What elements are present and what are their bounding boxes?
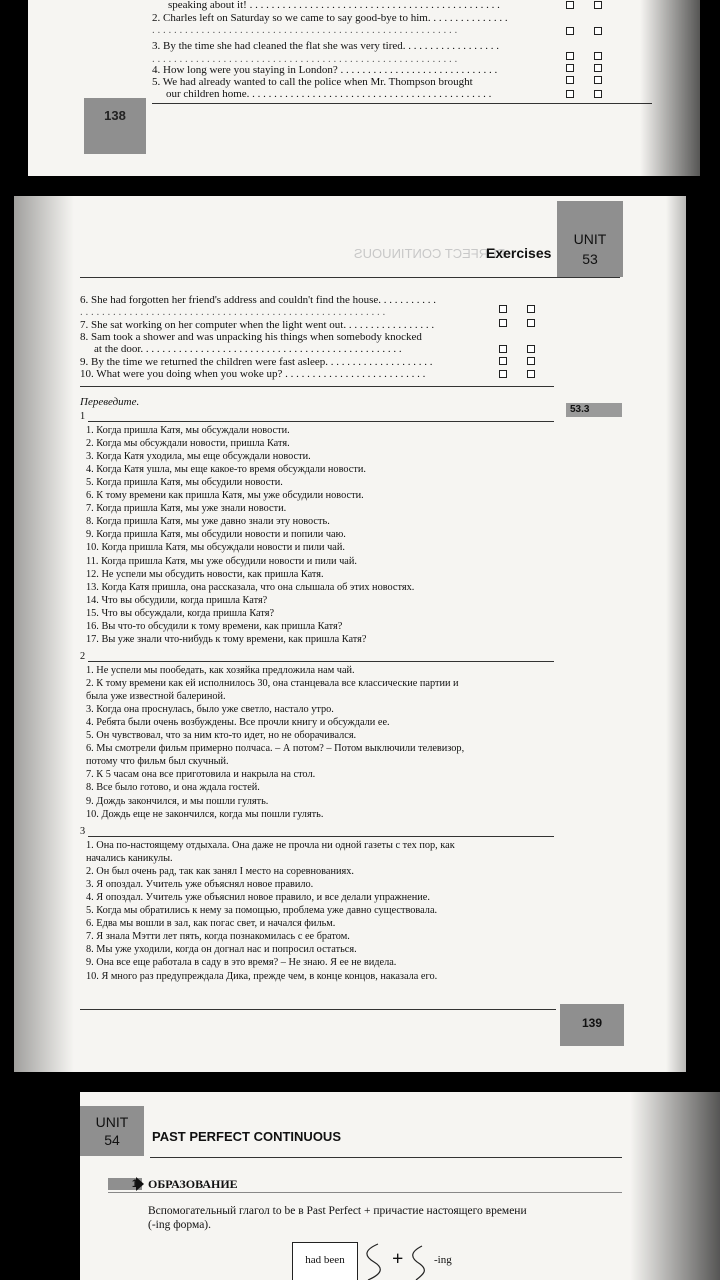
translation-sentence: 8. Когда пришла Катя, мы уже давно знали эту новость.	[86, 516, 330, 528]
mirrored-show-through-header: PERFECT CONTINUOUS	[354, 246, 506, 261]
exercise-row: our children home. . . . . . . . . . . . . . . . . . . . . . . . . . . . . . . . . . . . . . . . . . . . .	[166, 88, 492, 100]
checkbox[interactable]	[499, 357, 507, 365]
checkbox[interactable]	[527, 345, 535, 353]
reference-badge	[566, 403, 622, 417]
translation-sentence: потому что фильм был скучный.	[86, 756, 229, 768]
section-title: ОБРАЗОВАНИЕ	[148, 1177, 238, 1191]
formula-auxiliary: had been	[305, 1254, 345, 1266]
page-unit-54-fragment	[80, 1092, 720, 1280]
translation-sentence: 8. Все было готово, и она ждала гостей.	[86, 782, 260, 794]
translation-sentence: 4. Я опоздал. Учитель уже объяснил новое правило, и все делали упражнение.	[86, 892, 430, 904]
unit-label: UNIT	[95, 1114, 129, 1130]
translation-sentence: 5. Когда мы обратились к нему за помощью, проблема уже давно существовала.	[86, 905, 438, 917]
translation-sentence: 7. Я знала Мэтти лет пять, когда познакомилась с ее братом.	[86, 931, 350, 943]
section-arrow-icon	[136, 1177, 144, 1191]
translation-sentence: 13. Когда Катя пришла, она рассказала, что она слышала об этих новостях.	[86, 581, 415, 593]
true-false-boxes	[566, 64, 602, 72]
footer-rule	[152, 103, 652, 104]
exercise-row: at the door. . . . . . . . . . . . . . . . . . . . . . . . . . . . . . . . . . . . . . . . . . . . . . . .	[94, 343, 402, 355]
translation-sentence: 8. Мы уже уходили, когда он догнал нас и попросил остаться.	[86, 944, 357, 956]
true-false-boxes	[566, 1, 602, 9]
header-rule	[80, 277, 620, 278]
true-false-boxes	[499, 370, 535, 378]
translation-sentence: 10. Дождь еще не закончился, когда мы пошли гулять.	[86, 808, 324, 820]
footer-rule	[80, 1009, 556, 1010]
checkbox[interactable]	[527, 305, 535, 313]
page-number-tab	[84, 98, 146, 154]
exercise-row: 8. Sam took a shower and was unpacking his things when somebody knocked	[80, 331, 422, 343]
group-rule	[88, 421, 554, 422]
exercise-row: 7. She sat working on her computer when the light went out. . . . . . . . . . . . . . . . .	[80, 319, 435, 331]
checkbox[interactable]	[566, 76, 574, 84]
checkbox[interactable]	[594, 76, 602, 84]
reference-badge-label: 53.3	[570, 404, 590, 415]
true-false-boxes	[566, 27, 602, 35]
section-title: Exercises	[486, 245, 552, 261]
unit-number: 53	[582, 251, 598, 267]
translation-sentence: 4. Когда Катя ушла, мы еще какое-то время обсуждали новости.	[86, 464, 366, 476]
dotted-leader: . . . . . . . . . . . . . . . . . . . . . . . . . . . . . . . . . . . . . . . . . . . . . . . . . . . . . . . .	[152, 24, 458, 36]
group-number: 2	[80, 651, 86, 662]
exercise-row: 4. How long were you staying in London? . . . . . . . . . . . . . . . . . . . . . . . . . . . . .	[152, 64, 498, 76]
translation-sentence: 2. К тому времени как ей исполнилось 30, она станцевала все классические партии и	[86, 678, 459, 690]
exercise-row: 5. We had already wanted to call the police when Mr. Thompson brought	[152, 76, 473, 88]
checkbox[interactable]	[527, 357, 535, 365]
group-number: 1	[80, 411, 86, 422]
true-false-boxes	[499, 305, 535, 313]
page-number: 139	[581, 1016, 603, 1030]
true-false-boxes	[566, 76, 602, 84]
checkbox[interactable]	[566, 64, 574, 72]
translation-sentence: 3. Когда Катя уходила, мы еще обсуждали новости.	[86, 451, 311, 463]
exercise-row: speaking about it! . . . . . . . . . . . . . . . . . . . . . . . . . . . . . . . . . . . . . . . . . . . . . .	[168, 0, 500, 11]
unit-number: 54	[104, 1132, 120, 1148]
page-number-tab	[560, 1004, 624, 1046]
unit-title: PAST PERFECT CONTINUOUS	[152, 1129, 341, 1144]
translation-sentence: 6. Мы смотрели фильм примерно полчаса. – А потом? – Потом выключили телевизор,	[86, 743, 465, 755]
bracket-shape	[367, 1244, 380, 1280]
group-number: 3	[80, 826, 86, 837]
group-rule	[88, 661, 554, 662]
true-false-boxes	[499, 357, 535, 365]
section-rule	[108, 1192, 622, 1193]
title-rule	[150, 1157, 622, 1158]
translate-heading: Переведите.	[80, 396, 140, 408]
translation-sentence: 2. Он был очень рад, так как занял I место на соревнованиях.	[86, 866, 354, 878]
checkbox[interactable]	[499, 319, 507, 327]
checkbox[interactable]	[594, 90, 602, 98]
checkbox[interactable]	[594, 64, 602, 72]
checkbox[interactable]	[594, 1, 602, 9]
checkbox[interactable]	[594, 27, 602, 35]
translation-sentence: 4. Ребята были очень возбуждены. Все прочли книгу и обсуждали ее.	[86, 717, 390, 729]
translation-sentence: 5. Он чувствовал, что за ним кто-то идет, но не оборачивался.	[86, 730, 357, 742]
translation-sentence: 7. Когда пришла Катя, мы уже знали новости.	[86, 503, 287, 515]
formula-ing: -ing	[434, 1254, 452, 1266]
description-line: Вспомогательный глагол to be в Past Perfect + причастие настоящего времени	[148, 1205, 527, 1217]
translation-sentence: 3. Когда она проснулась, было уже светло, настало утро.	[86, 704, 334, 716]
true-false-boxes	[499, 345, 535, 353]
dotted-leader: . . . . . . . . . . . . . . . . . . . . . . . . . . . . . . . . . . . . . . . . . . . . . . . . . . . . . . . .	[152, 53, 458, 65]
checkbox[interactable]	[499, 345, 507, 353]
translation-sentence: 17. Вы уже знали что-нибудь к тому времени, как пришла Катя?	[86, 633, 367, 645]
translation-sentence: 15. Что вы обсуждали, когда пришла Катя?	[86, 607, 275, 619]
true-false-boxes	[499, 319, 535, 327]
translation-sentence: 9. Дождь закончился, и мы пошли гулять.	[86, 795, 269, 807]
formula-plus: +	[392, 1248, 404, 1270]
checkbox[interactable]	[527, 319, 535, 327]
translation-sentence: 12. Не успели мы обсудить новости, как пришла Катя.	[86, 568, 324, 580]
page-138-fragment	[28, 0, 700, 176]
translation-sentence: 10. Когда пришла Катя, мы обсуждали новости и пили чай.	[86, 542, 345, 554]
exercise-row: 9. By the time we returned the children were fast asleep. . . . . . . . . . . . . . . . . . . .	[80, 356, 433, 368]
formula-box	[292, 1242, 358, 1280]
true-false-boxes	[566, 90, 602, 98]
group-rule	[88, 836, 554, 837]
translation-sentence: 16. Вы что-то обсудили к тому времени, как пришла Катя?	[86, 620, 343, 632]
binding-shadow	[14, 196, 74, 1072]
translation-sentence: 9. Она все еще работала в саду в это время? – Не знаю. Я ее не видела.	[86, 957, 397, 969]
translation-sentence: 5. Когда пришла Катя, мы обсудили новости.	[86, 477, 283, 489]
checkbox[interactable]	[594, 52, 602, 60]
unit-tab	[557, 201, 623, 277]
page-139	[14, 196, 686, 1072]
translation-sentence: была уже известной балериной.	[86, 691, 226, 703]
translation-sentence: 2. Когда мы обсуждали новости, пришла Катя.	[86, 438, 290, 450]
checkbox[interactable]	[566, 52, 574, 60]
checkbox[interactable]	[499, 305, 507, 313]
translation-sentence: 14. Что вы обсудили, когда пришла Катя?	[86, 594, 268, 606]
translation-sentence: 6. К тому времени как пришла Катя, мы уже обсудили новости.	[86, 490, 364, 502]
translation-sentence: 1. Не успели мы пообедать, как хозяйка предложила нам чай.	[86, 665, 355, 676]
dotted-leader: . . . . . . . . . . . . . . . . . . . . . . . . . . . . . . . . . . . . . . . . . . . . . . . . . . . . . . . .	[80, 306, 386, 318]
description-line: (-ing форма).	[148, 1219, 212, 1231]
translation-sentence: 1. Она по-настоящему отдыхала. Она даже не прочла ни одной газеты с тех пор, как	[86, 840, 455, 851]
translation-sentence: 10. Я много раз предупреждала Дика, прежде чем, в конце концов, наказала его.	[86, 970, 438, 982]
translation-sentence: начались каникулы.	[86, 853, 173, 865]
translation-sentence: 6. Едва мы вошли в зал, как погас свет, и начался фильм.	[86, 918, 336, 930]
unit-tab	[80, 1106, 144, 1156]
section-rule	[80, 386, 554, 387]
formula-bracket-icon	[362, 1242, 472, 1280]
translation-sentence: 9. Когда пришла Катя, мы обсудили новости и попили чаю.	[86, 529, 346, 541]
checkbox[interactable]	[527, 370, 535, 378]
bracket-shape	[413, 1246, 425, 1280]
exercise-row: 2. Charles left on Saturday so we came to say good-bye to him. . . . . . . . . . . . . . .	[152, 12, 508, 24]
binding-shadow	[640, 0, 700, 176]
translation-sentence: 1. Когда пришла Катя, мы обсуждали новости.	[86, 425, 290, 436]
translation-sentence: 7. К 5 часам она все приготовила и накрыла на стол.	[86, 769, 316, 781]
checkbox[interactable]	[566, 90, 574, 98]
section-number: 1	[131, 1178, 138, 1190]
translation-sentence: 3. Я опоздал. Учитель уже объяснял новое правило.	[86, 879, 314, 891]
unit-label: UNIT	[573, 231, 607, 247]
translation-sentence: 11. Когда пришла Катя, мы уже обсудили новости и пили чай.	[86, 555, 357, 567]
binding-shadow	[630, 1092, 720, 1280]
exercise-row: 3. By the time she had cleaned the flat she was very tired. . . . . . . . . . . . . . . . . .	[152, 40, 500, 52]
checkbox[interactable]	[566, 27, 574, 35]
page-number: 138	[104, 108, 126, 123]
exercise-row: 10. What were you doing when you woke up? . . . . . . . . . . . . . . . . . . . . . . . . . .	[80, 368, 426, 380]
checkbox[interactable]	[566, 1, 574, 9]
true-false-boxes	[566, 52, 602, 60]
checkbox[interactable]	[499, 370, 507, 378]
exercise-row: 6. She had forgotten her friend's address and couldn't find the house. . . . . . . . . . .	[80, 294, 436, 306]
page-edge-shadow	[666, 196, 686, 1072]
